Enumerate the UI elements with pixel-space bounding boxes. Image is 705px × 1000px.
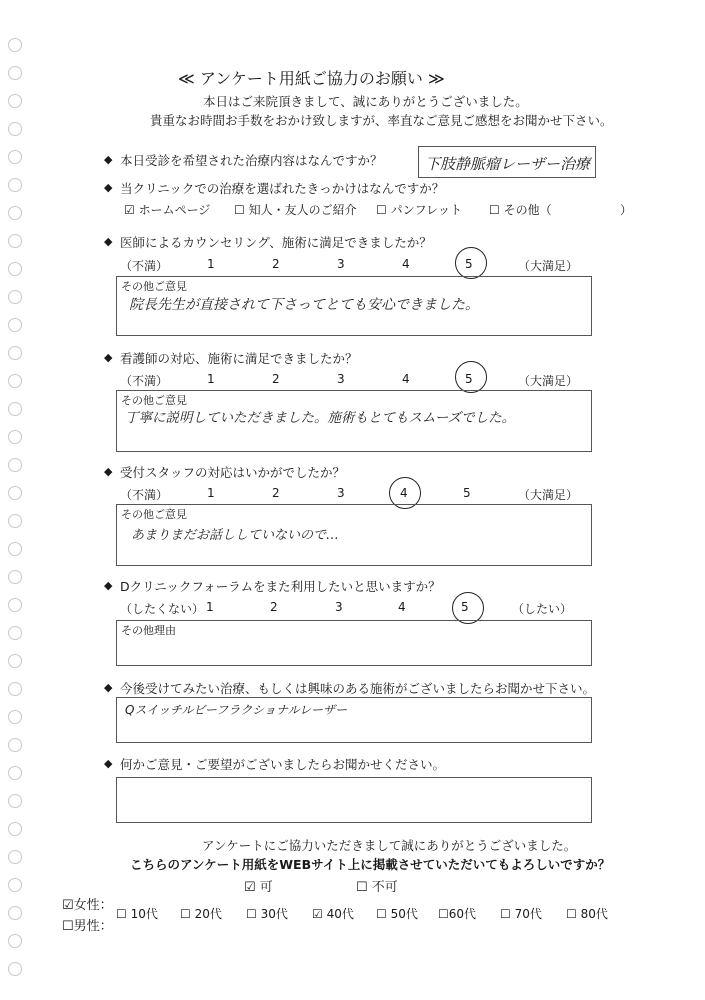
q6-comment-box[interactable] (116, 620, 592, 666)
age-60s-checkbox[interactable]: ☐60代 (438, 907, 477, 921)
hole-icon (8, 430, 22, 444)
q2-text: 当クリニックでの治療を選ばれたきっかけはなんですか？ (120, 181, 445, 196)
gender-male-checkbox[interactable]: ☐男性： (62, 919, 113, 934)
q4-comment-label: その他ご意見 (121, 394, 187, 407)
q3-comment-label: その他ご意見 (121, 280, 187, 293)
q6-scale-5[interactable]: 5 (461, 600, 469, 614)
footer-thanks: アンケートにご協力いただきまして誠にありがとうございました。 (202, 838, 577, 853)
hole-icon (8, 710, 22, 724)
permit-yes-checkbox[interactable]: ☑ 可 (244, 880, 273, 895)
q3-scale-3[interactable]: 3 (337, 257, 345, 271)
hole-icon (8, 878, 22, 892)
q6-high-label: （したい） (512, 602, 573, 616)
q8-answer-box[interactable] (116, 777, 592, 823)
age-30s-checkbox[interactable]: ☐ 30代 (246, 907, 288, 921)
gender-female-checkbox[interactable]: ☑女性： (62, 898, 113, 913)
q2-option-referral[interactable]: ☐ 知人・友人のご紹介 (234, 203, 357, 217)
header-line-2: 貴重なお時間お手数をおかけ致しますが、率直なご意見ご感想をお聞かせ下さい。 (150, 113, 613, 128)
q5-low-label: （不満） (120, 488, 169, 502)
hole-icon (8, 766, 22, 780)
age-40s-checkbox[interactable]: ☑ 40代 (312, 907, 354, 921)
header-line-1: 本日はご来院頂きまして、誠にありがとうございました。 (203, 94, 528, 109)
age-50s-checkbox[interactable]: ☐ 50代 (376, 907, 418, 921)
hole-icon (8, 150, 22, 164)
diamond-bullet-icon: ◆ (104, 235, 113, 248)
hole-icon (8, 962, 22, 976)
diamond-bullet-icon: ◆ (104, 153, 113, 166)
q4-comment: 丁寧に説明していただきました。施術もとてもスムーズでした。 (125, 410, 516, 426)
q5-comment: あまりまだお話ししていないので… (131, 528, 340, 543)
q4-scale-4[interactable]: 4 (402, 372, 410, 386)
hole-icon (8, 514, 22, 528)
q5-scale-1[interactable]: 1 (207, 486, 215, 500)
q7-text: 今後受けてみたい治療、もしくは興味のある施術がございましたらお聞かせ下さい。 (120, 681, 596, 696)
q4-scale-1[interactable]: 1 (207, 372, 215, 386)
q5-high-label: （大満足） (518, 488, 579, 502)
q3-comment-box[interactable] (116, 276, 592, 336)
hand-drawn-circle-icon (455, 247, 487, 279)
footer-permission-question: こちらのアンケート用紙をWEBサイト上に掲載させていただいてもよろしいですか？ (130, 857, 611, 872)
q4-scale-2[interactable]: 2 (272, 372, 280, 386)
hole-icon (8, 234, 22, 248)
q7-answer-box[interactable] (116, 697, 592, 743)
diamond-bullet-icon: ◆ (104, 579, 113, 592)
q5-scale-4[interactable]: 4 (400, 486, 408, 500)
hole-icon (8, 486, 22, 500)
hole-icon (8, 794, 22, 808)
q1-text: 本日受診を希望された治療内容はなんですか？ (120, 153, 383, 168)
q6-scale-4[interactable]: 4 (398, 600, 406, 614)
binder-holes (8, 38, 24, 978)
q5-scale-5[interactable]: 5 (463, 486, 471, 500)
q6-scale-3[interactable]: 3 (335, 600, 343, 614)
q4-high-label: （大満足） (518, 374, 579, 388)
hand-drawn-circle-icon (455, 361, 487, 393)
hole-icon (8, 66, 22, 80)
hole-icon (8, 262, 22, 276)
q5-comment-box[interactable] (116, 504, 592, 566)
hole-icon (8, 178, 22, 192)
q2-option-other-close: ） (620, 203, 633, 217)
hole-icon (8, 738, 22, 752)
hole-icon (8, 374, 22, 388)
diamond-bullet-icon: ◆ (104, 351, 113, 364)
q2-option-pamphlet[interactable]: ☐ パンフレット (376, 203, 462, 217)
q5-comment-label: その他ご意見 (121, 508, 187, 521)
q4-text: 看護師の対応、施術に満足できましたか？ (120, 351, 358, 366)
hole-icon (8, 318, 22, 332)
q6-scale-2[interactable]: 2 (270, 600, 278, 614)
q3-scale-1[interactable]: 1 (207, 257, 215, 271)
q1-answer: 下肢静脈瘤レーザー治療 (425, 155, 591, 173)
diamond-bullet-icon: ◆ (104, 757, 113, 770)
q8-text: 何かご意見・ご要望がございましたらお聞かせください。 (120, 757, 446, 772)
hole-icon (8, 94, 22, 108)
hole-icon (8, 38, 22, 52)
permit-no-checkbox[interactable]: ☐ 不可 (356, 880, 398, 895)
q4-scale-5[interactable]: 5 (465, 372, 473, 386)
hole-icon (8, 122, 22, 136)
q3-scale-2[interactable]: 2 (272, 257, 280, 271)
hole-icon (8, 570, 22, 584)
q7-answer: Qスイッチルビーフラクショナルレーザー (125, 703, 348, 717)
q3-text: 医師によるカウンセリング、施術に満足できましたか？ (120, 235, 432, 250)
diamond-bullet-icon: ◆ (104, 181, 113, 194)
q3-high-label: （大満足） (518, 259, 579, 273)
hole-icon (8, 906, 22, 920)
hole-icon (8, 290, 22, 304)
hole-icon (8, 542, 22, 556)
hole-icon (8, 822, 22, 836)
q2-option-other[interactable]: ☐ その他（ (489, 203, 552, 217)
hole-icon (8, 850, 22, 864)
q5-scale-2[interactable]: 2 (272, 486, 280, 500)
q4-comment-box[interactable] (116, 390, 592, 452)
q6-comment-label: その他理由 (121, 624, 176, 637)
age-80s-checkbox[interactable]: ☐ 80代 (566, 907, 608, 921)
q3-comment: 院長先生が直接されて下さってとても安心できました。 (129, 297, 479, 313)
q3-scale-5[interactable]: 5 (465, 257, 473, 271)
hole-icon (8, 402, 22, 416)
hole-icon (8, 598, 22, 612)
hole-icon (8, 934, 22, 948)
hole-icon (8, 346, 22, 360)
q4-scale-3[interactable]: 3 (337, 372, 345, 386)
hole-icon (8, 626, 22, 640)
age-10s-checkbox[interactable]: ☐ 10代 (116, 907, 158, 921)
q4-low-label: （不満） (120, 374, 169, 388)
age-20s-checkbox[interactable]: ☐ 20代 (180, 907, 222, 921)
diamond-bullet-icon: ◆ (104, 681, 113, 694)
age-70s-checkbox[interactable]: ☐ 70代 (500, 907, 542, 921)
q3-low-label: （不満） (120, 259, 169, 273)
hole-icon (8, 654, 22, 668)
hole-icon (8, 682, 22, 696)
q5-scale-3[interactable]: 3 (337, 486, 345, 500)
q5-text: 受付スタッフの対応はいかがでしたか？ (120, 465, 346, 480)
q6-text: Dクリニックフォーラムをまた利用したいと思いますか？ (120, 579, 441, 594)
q6-scale-1[interactable]: 1 (206, 600, 214, 614)
q2-option-homepage[interactable]: ☑ ホームページ (124, 203, 211, 217)
q1-answer-box[interactable] (418, 146, 596, 178)
q6-low-label: （したくない） (120, 602, 205, 616)
hole-icon (8, 206, 22, 220)
q3-scale-4[interactable]: 4 (402, 257, 410, 271)
page-title: ≪ アンケート用紙ご協力のお願い ≫ (178, 69, 445, 88)
diamond-bullet-icon: ◆ (104, 465, 113, 478)
hole-icon (8, 458, 22, 472)
